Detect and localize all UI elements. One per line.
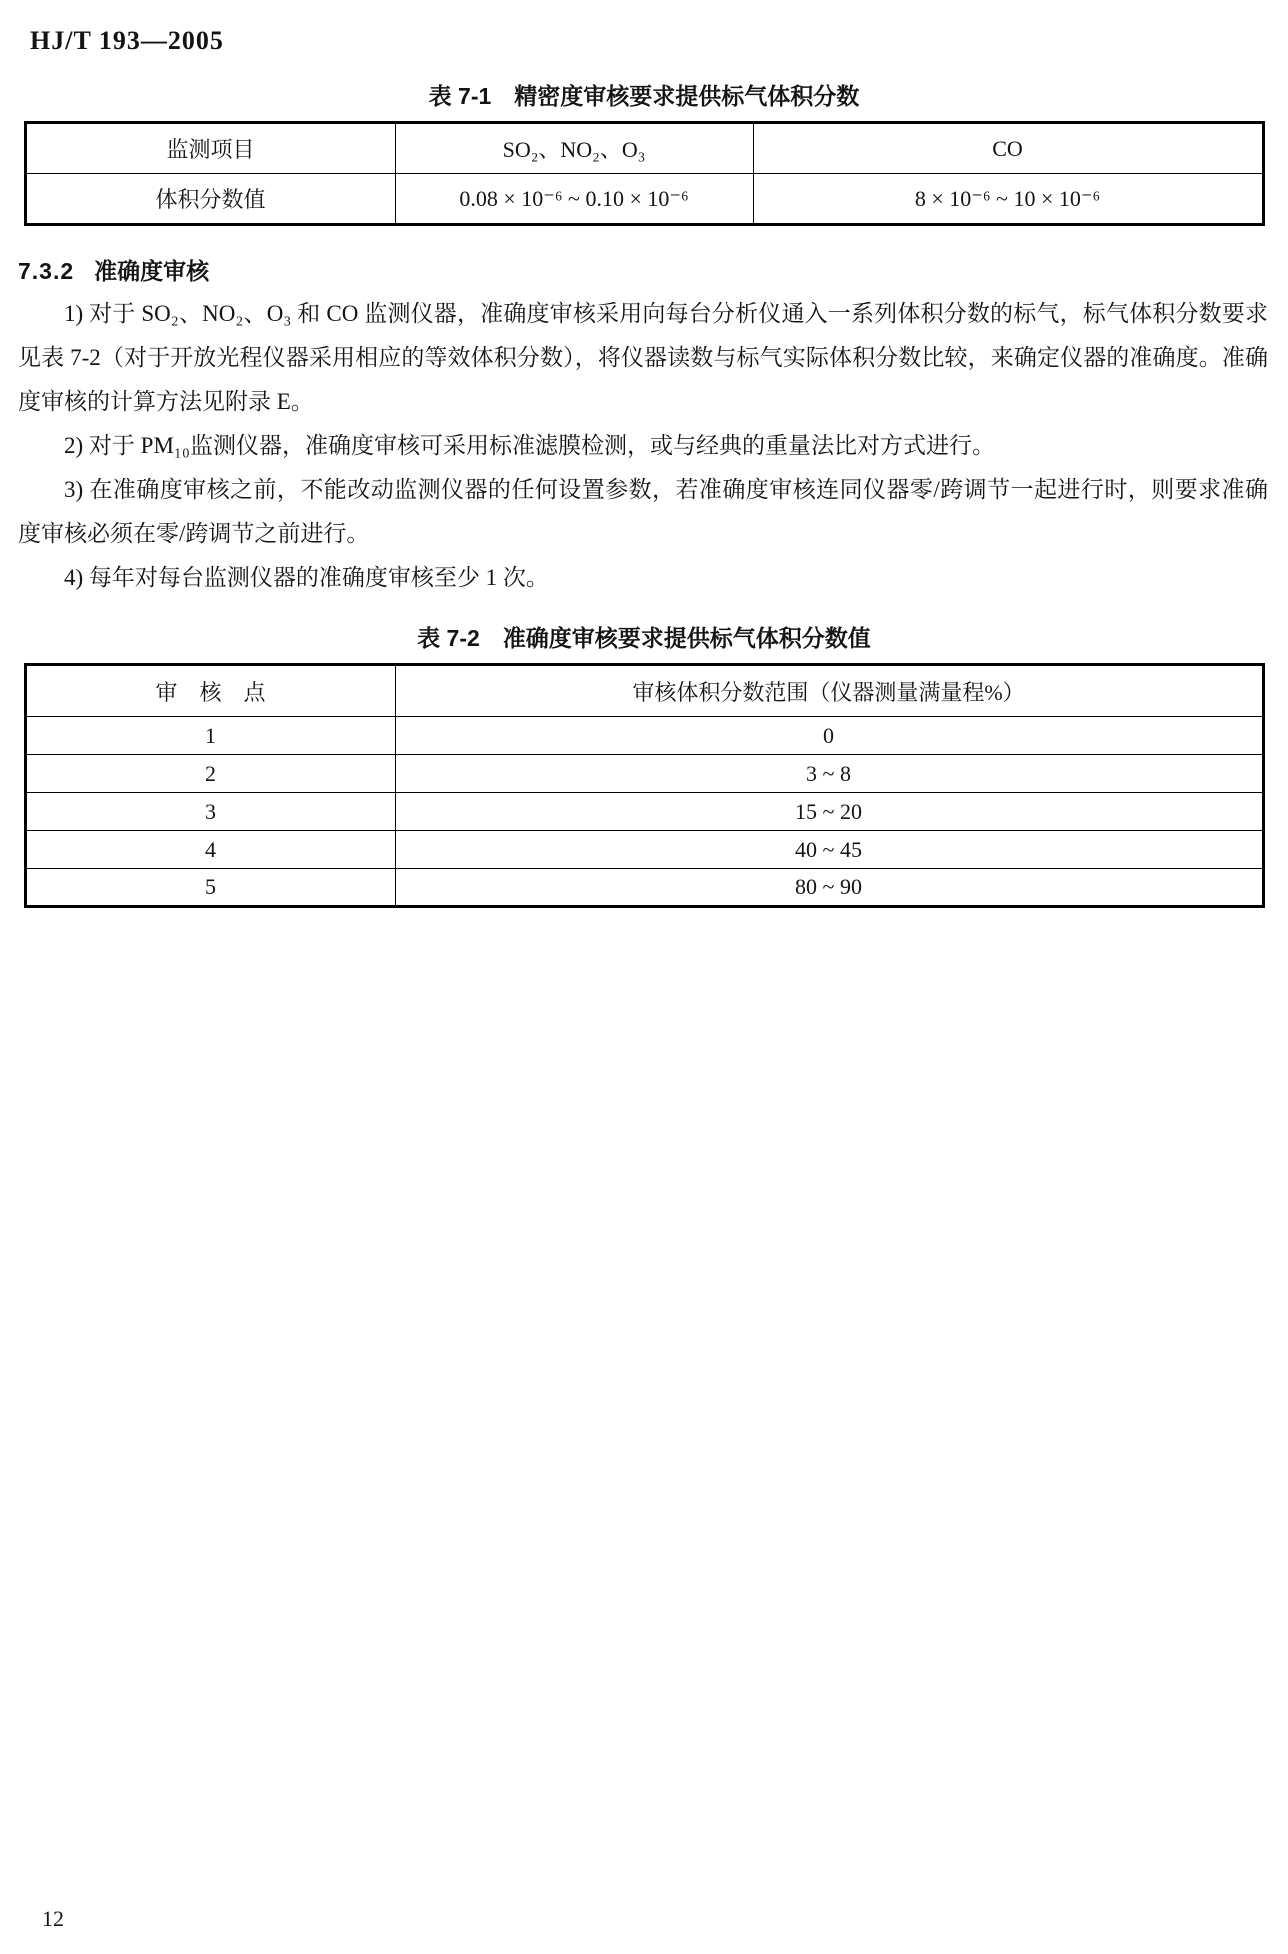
table-row: [25, 755, 1263, 793]
table-header-cell: 审核体积分数范围（仪器测量满量程%）: [395, 665, 1263, 717]
table-7-1-title: 表 7-1 精密度审核要求提供标气体积分数: [428, 83, 860, 109]
table-cell: 5: [25, 869, 395, 907]
section-heading-7-3-2: [18, 250, 1288, 292]
section-title: 准确度审核: [94, 258, 210, 284]
table-cell: 8 × 10⁻⁶ ~ 10 × 10⁻⁶: [753, 174, 1263, 225]
body-paragraph: 2) 对于 PM₁₀监测仪器，准确度审核可采用标准滤膜检测，或与经典的重量法比对方式进行。: [64, 433, 995, 458]
table-cell: 3 ~ 8: [395, 755, 1263, 793]
table-cell: 40 ~ 45: [395, 831, 1263, 869]
section-number: 7.3.2: [18, 258, 75, 284]
table-cell: 80 ~ 90: [395, 869, 1263, 907]
table-7-2: [24, 663, 1265, 908]
standard-number-header: HJ/T 193—2005: [30, 26, 224, 55]
table-cell: 体积分数值: [25, 174, 395, 225]
table-row: [25, 831, 1263, 869]
body-paragraph: 3) 在准确度审核之前，不能改动监测仪器的任何设置参数，若准确度审核连同仪器零/跨调节一起进行时，则要求准确度审核必须在零/跨调节之前进行。: [18, 477, 1268, 546]
table-row: [25, 717, 1263, 755]
table-header-row: [25, 665, 1263, 717]
table-cell: 2: [25, 755, 395, 793]
table-7-1: [24, 121, 1265, 226]
table-cell: 0.08 × 10⁻⁶ ~ 0.10 × 10⁻⁶: [395, 174, 753, 225]
body-paragraph: 4) 每年对每台监测仪器的准确度审核至少 1 次。: [64, 565, 549, 590]
table-cell: 4: [25, 831, 395, 869]
table-cell: 0: [395, 717, 1263, 755]
table-row: [25, 174, 1263, 225]
table-7-2-title: 表 7-2 准确度审核要求提供标气体积分数值: [417, 625, 871, 651]
table-row: [25, 869, 1263, 907]
table-header-cell: CO: [753, 123, 1263, 174]
table-cell: 15 ~ 20: [395, 793, 1263, 831]
table-header-row: [25, 123, 1263, 174]
table-header-cell: 审 核 点: [25, 665, 395, 717]
table-header-cell: SO₂、NO₂、O₃: [395, 123, 753, 174]
table-cell: 3: [25, 793, 395, 831]
page-number: 12: [42, 1906, 64, 1931]
table-row: [25, 793, 1263, 831]
table-cell: 1: [25, 717, 395, 755]
table-header-cell: 监测项目: [25, 123, 395, 174]
body-paragraph: 1) 对于 SO₂、NO₂、O₃ 和 CO 监测仪器，准确度审核采用向每台分析仪通入一系列体积分数的标气，标气体积分数要求见表 7-2（对于开放光程仪器采用相应的等效体积分数），将仪器读数与标气实际体积分数比较，来确定仪器的准确度。准确度审核的计算方法见附录 E。: [18, 301, 1268, 414]
